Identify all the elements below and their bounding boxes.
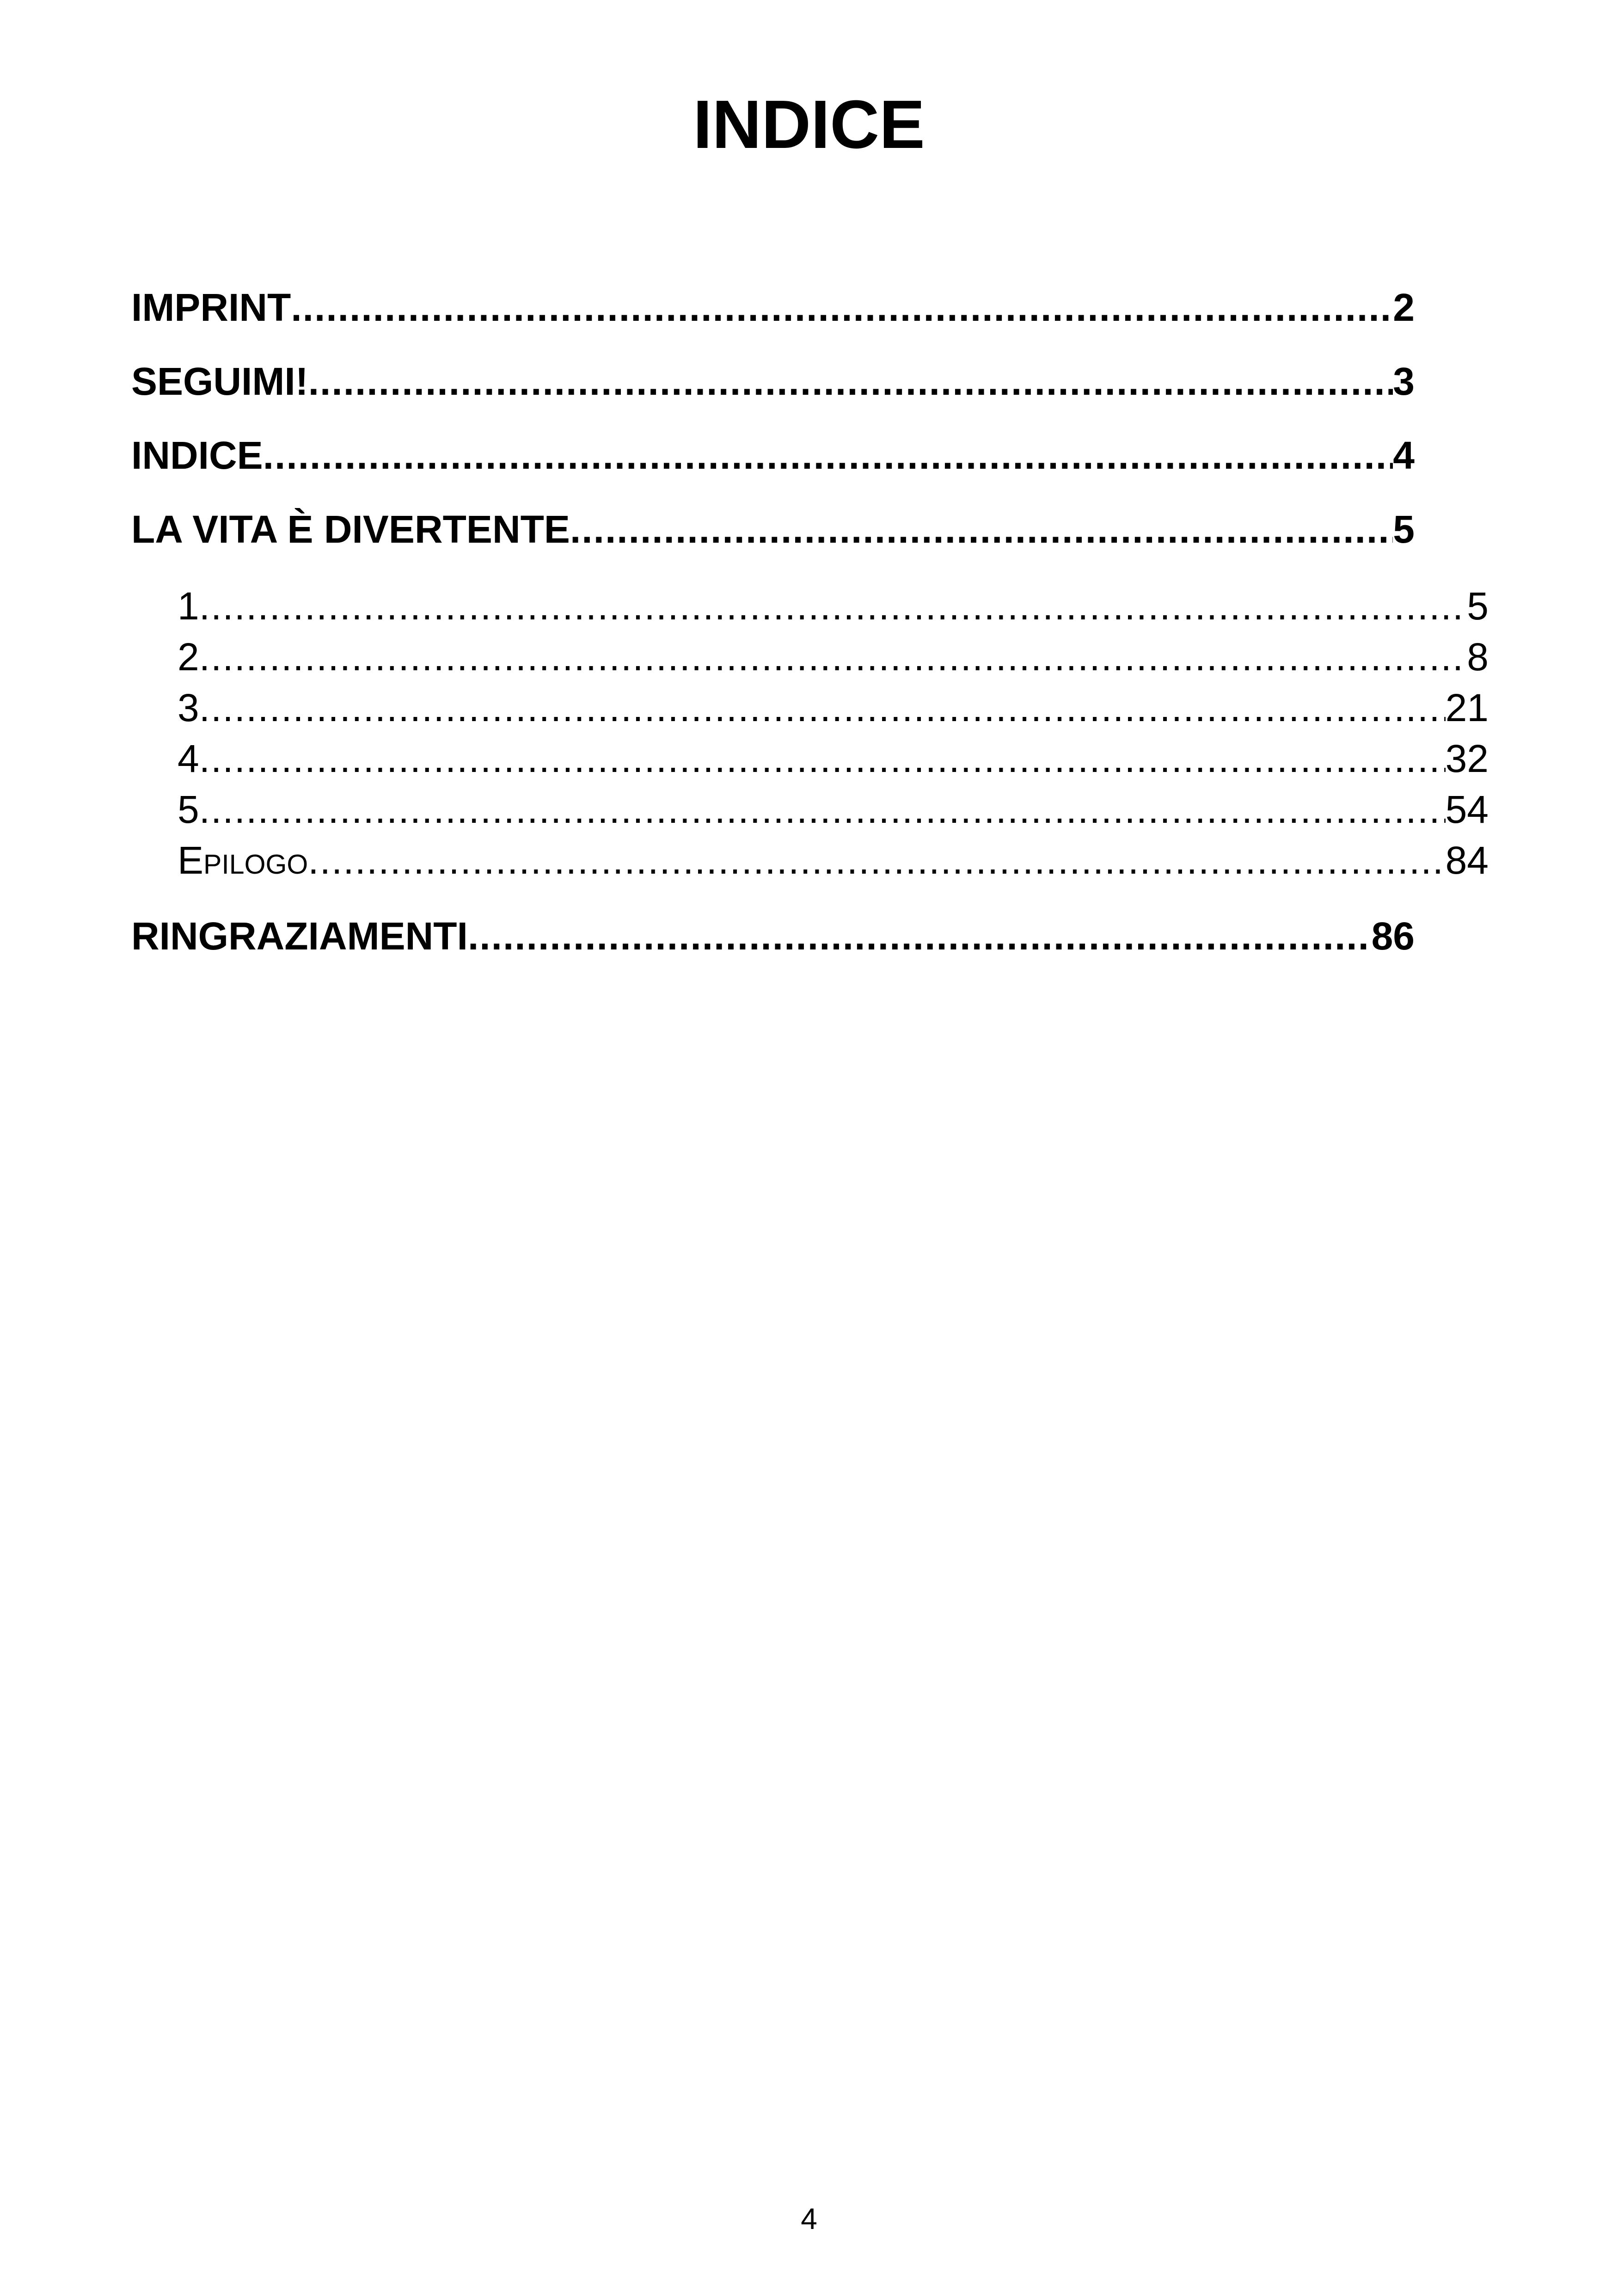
toc-dot-leader <box>308 351 1393 411</box>
toc-entry-seguimi[interactable] <box>131 351 1415 411</box>
toc-entry-imprint[interactable] <box>131 277 1415 337</box>
toc-entry-page: 54 <box>1445 788 1489 831</box>
toc-entry-page: 3 <box>1393 360 1415 403</box>
toc-entry-page: 86 <box>1371 914 1415 958</box>
toc-entry-label: 1 <box>178 584 199 628</box>
toc-entry-page: 2 <box>1393 286 1415 329</box>
toc-entry-label: IMPRINT <box>131 286 291 329</box>
toc-entry-indice[interactable] <box>131 425 1415 485</box>
toc-entry-la-vita-e-divertente[interactable] <box>131 499 1415 559</box>
toc-entry-ringraziamenti[interactable] <box>131 906 1415 966</box>
toc-entry-label: Epilogo <box>178 839 308 882</box>
toc-entry-label: SEGUIMI! <box>131 360 308 403</box>
toc-chapter-5[interactable] <box>178 784 1489 835</box>
toc-chapter-4[interactable] <box>178 733 1489 784</box>
toc-dot-leader <box>199 682 1446 734</box>
toc-entry-label: INDICE <box>131 434 263 477</box>
toc-dot-leader <box>199 631 1467 683</box>
toc-entry-label: 3 <box>178 686 199 729</box>
toc-entry-page: 4 <box>1393 434 1415 477</box>
toc-dot-leader <box>291 277 1393 337</box>
toc-entry-label: RINGRAZIAMENTI <box>131 914 468 958</box>
toc-dot-leader <box>263 425 1393 485</box>
toc-entry-page: 32 <box>1445 737 1489 780</box>
toc-entry-page: 21 <box>1445 686 1489 729</box>
toc-chapter-1[interactable] <box>178 580 1489 632</box>
toc-dot-leader <box>570 499 1393 559</box>
toc-entry-page: 84 <box>1445 839 1489 882</box>
toc-dot-leader <box>308 834 1445 886</box>
toc-entry-page: 5 <box>1393 508 1415 551</box>
toc-chapter-epilogo[interactable] <box>178 834 1489 886</box>
toc-dot-leader <box>468 906 1372 966</box>
toc-entry-label: 4 <box>178 737 199 780</box>
toc-chapter-3[interactable] <box>178 682 1489 734</box>
toc-entry-label: 2 <box>178 635 199 679</box>
toc-entry-label: 5 <box>178 788 199 831</box>
toc-chapter-2[interactable] <box>178 631 1489 683</box>
toc-dot-leader <box>199 733 1446 784</box>
page-number: 4 <box>801 2202 817 2235</box>
page-title: INDICE <box>693 86 925 163</box>
toc-entry-page: 8 <box>1467 635 1489 679</box>
toc-entry-label: LA VITA È DIVERTENTE <box>131 508 570 551</box>
toc-entry-page: 5 <box>1467 584 1489 628</box>
toc-dot-leader <box>199 784 1446 835</box>
toc-dot-leader <box>199 580 1467 632</box>
